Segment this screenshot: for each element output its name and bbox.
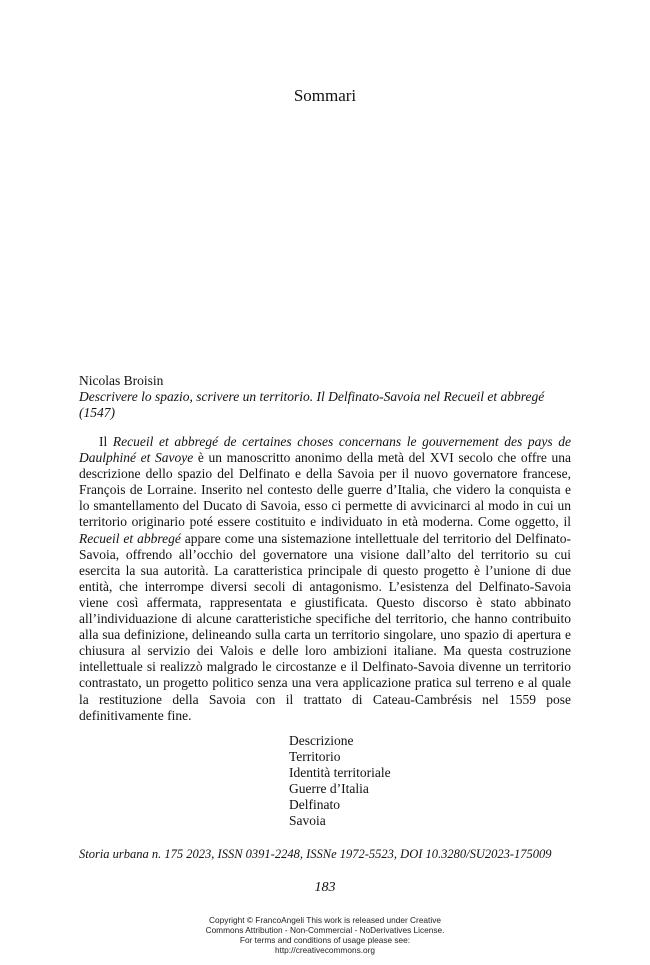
keywords-list (289, 733, 391, 829)
keyword: Guerre d’Italia (289, 781, 369, 796)
abstract-work-title: Recueil et abbregé de certaines choses concernans le gouvernement des pays de Daulphiné et Savoye (79, 434, 571, 466)
license-link[interactable]: http://creativecommons.org (274, 945, 376, 955)
abstract-text-part2: appare come una sistemazione intellettuale del territorio del Delfinato-Savoia, offrendo all’occhio del governatore una visione dall’alto del territorio su cui esercita la sua autorità. La caratteristica principale di questo progetto è l’unione di due entità, che interrompe diversi secoli di antagonismo. L’esistenza del Delfinato-Savoia viene così affermata, rappresentata e giustificata. Questo discorso è stato abbinato all’individuazione di alcune caratteristiche specifiche del territorio, che hanno contribuito alla sua definizione, delineando sulla carta un territorio singolare, uno spazio di apertura e chiusura al servizio dei Valois e delle loro ambizioni italiane. Ma questa costruzione intellettuale si realizzò malgrado le circostanze e il Delfinato-Savoia divenne un territorio contrastato, un progetto politico senza una vera applicazione pratica sul terreno e al quale la restituzione della Savoia con il trattato di Cateau-Cambrésis nel 1559 pose definitivamente fine. (79, 530, 572, 723)
abstract-work-short-title: Recueil et abbregé (79, 530, 181, 546)
page-number: 183 (314, 880, 336, 895)
license-line: Copyright © FrancoAngeli This work is released under Creative (209, 915, 441, 925)
abstract (79, 434, 571, 724)
license-line: For terms and conditions of usage please see: (239, 935, 411, 945)
license-line: Commons Attribution - Non-Commercial - NoDerivatives License. (205, 925, 445, 935)
abstract-text-part1: è un manoscritto anonimo della metà del XVI secolo che offre una descrizione dello spazio del Delfinato e della Savoia per il nuovo governatore francese, François de Lorraine. Inserito nel contesto delle guerre d’Italia, che videro la conquista e lo smantellamento del Ducato di Savoia, esso ci permette di avvicinarci al modo in cui un territorio originario poté essere costituito e individuato in età moderna. Come oggetto, il (79, 450, 571, 530)
keyword: Delfinato (289, 797, 340, 812)
journal-citation: Storia urbana n. 175 2023, ISSN 0391-2248, ISSNe 1972-5523, DOI 10.3280/SU2023-175009 (79, 847, 552, 861)
abstract-intro: Il (99, 434, 113, 449)
article-title: Descrivere lo spazio, scrivere un territorio. Il Delfinato-Savoia nel Recueil et abbregé (1547) (79, 389, 545, 420)
keyword: Savoia (289, 813, 326, 828)
article-author: Nicolas Broisin (79, 373, 164, 388)
keyword: Descrizione (289, 733, 354, 748)
keyword: Territorio (289, 749, 341, 764)
keyword: Identità territoriale (289, 765, 391, 780)
page-title: Sommari (293, 86, 357, 105)
license-notice (0, 915, 650, 955)
